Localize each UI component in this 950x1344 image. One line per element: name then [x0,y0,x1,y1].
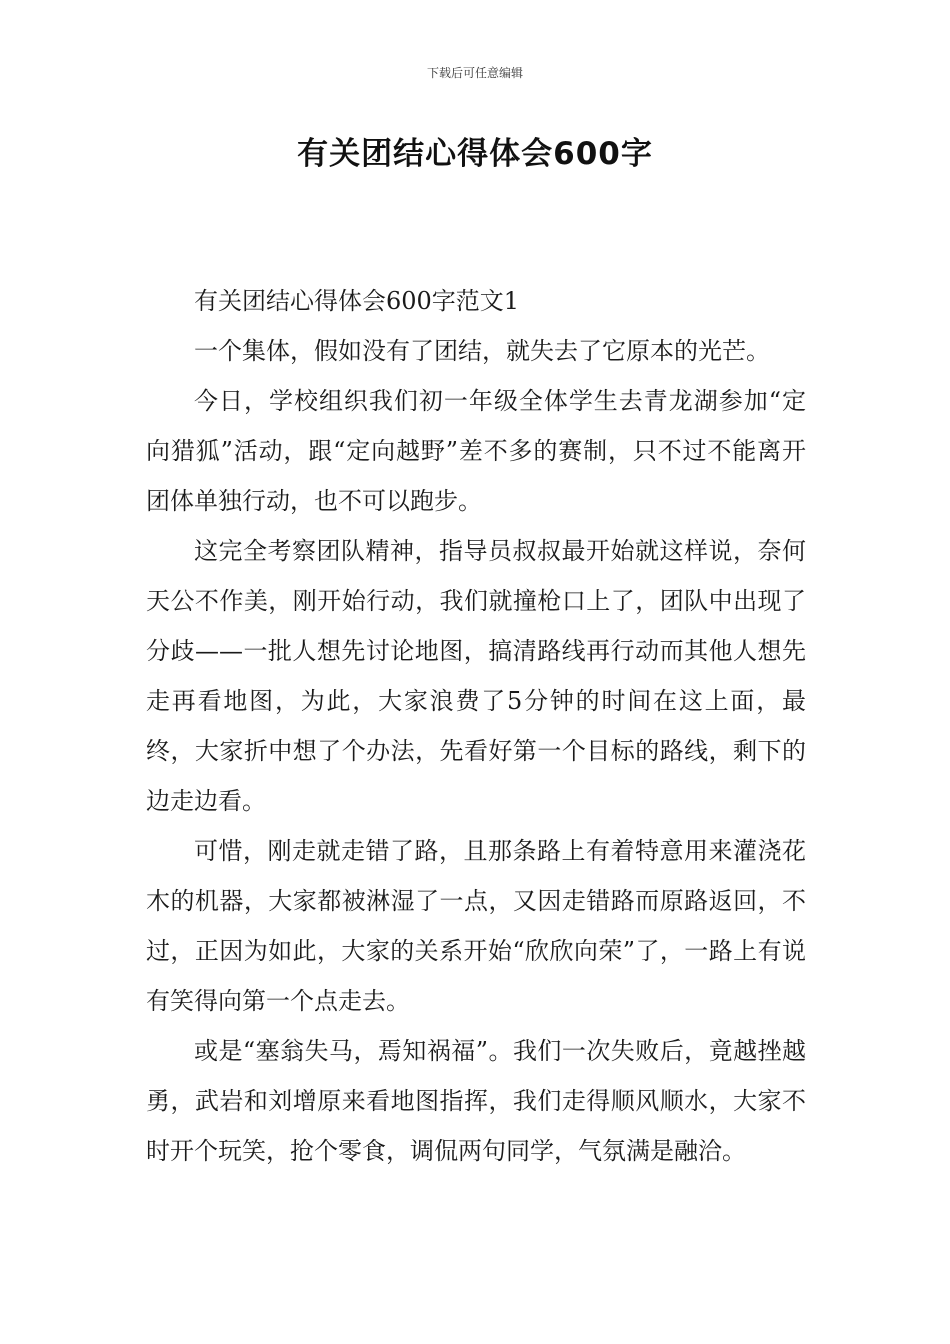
paragraph: 或是“塞翁失马，焉知祸福”。我们一次失败后，竟越挫越勇，武岩和刘增原来看地图指挥，我们走得顺风顺水，大家不时开个玩笑，抢个零食，调侃两句同学，气氛满是融洽。 [146,1037,806,1165]
paragraph: 一个集体，假如没有了团结，就失去了它原本的光芒。 [194,337,770,365]
section-heading: 有关团结心得体会600字范文1 [194,287,520,315]
paragraph: 这完全考察团队精神，指导员叔叔最开始就这样说，奈何天公不作美，刚开始行动，我们就撞枪口上了，团队中出现了分歧——一批人想先讨论地图，搞清路线再行动而其他人想先走再看地图，为此，大家浪费了5分钟的时间在这上面，最终，大家折中想了个办法，先看好第一个目标的路线，剩下的边走边看。 [146,537,806,815]
paragraph: 今日，学校组织我们初一年级全体学生去青龙湖参加“定向猎狐”活动，跟“定向越野”差不多的赛制，只不过不能离开团体单独行动，也不可以跑步。 [146,387,806,515]
document-title: 有关团结心得体会600字 [297,136,653,172]
document-body [146,276,806,1176]
paragraph: 可惜，刚走就走错了路，且那条路上有着特意用来灌浇花木的机器，大家都被淋湿了一点，又因走错路而原路返回，不过，正因为如此，大家的关系开始“欣欣向荣”了，一路上有说有笑得向第一个点走去。 [146,837,806,1015]
page-header-note: 下载后可任意编辑 [426,66,523,80]
